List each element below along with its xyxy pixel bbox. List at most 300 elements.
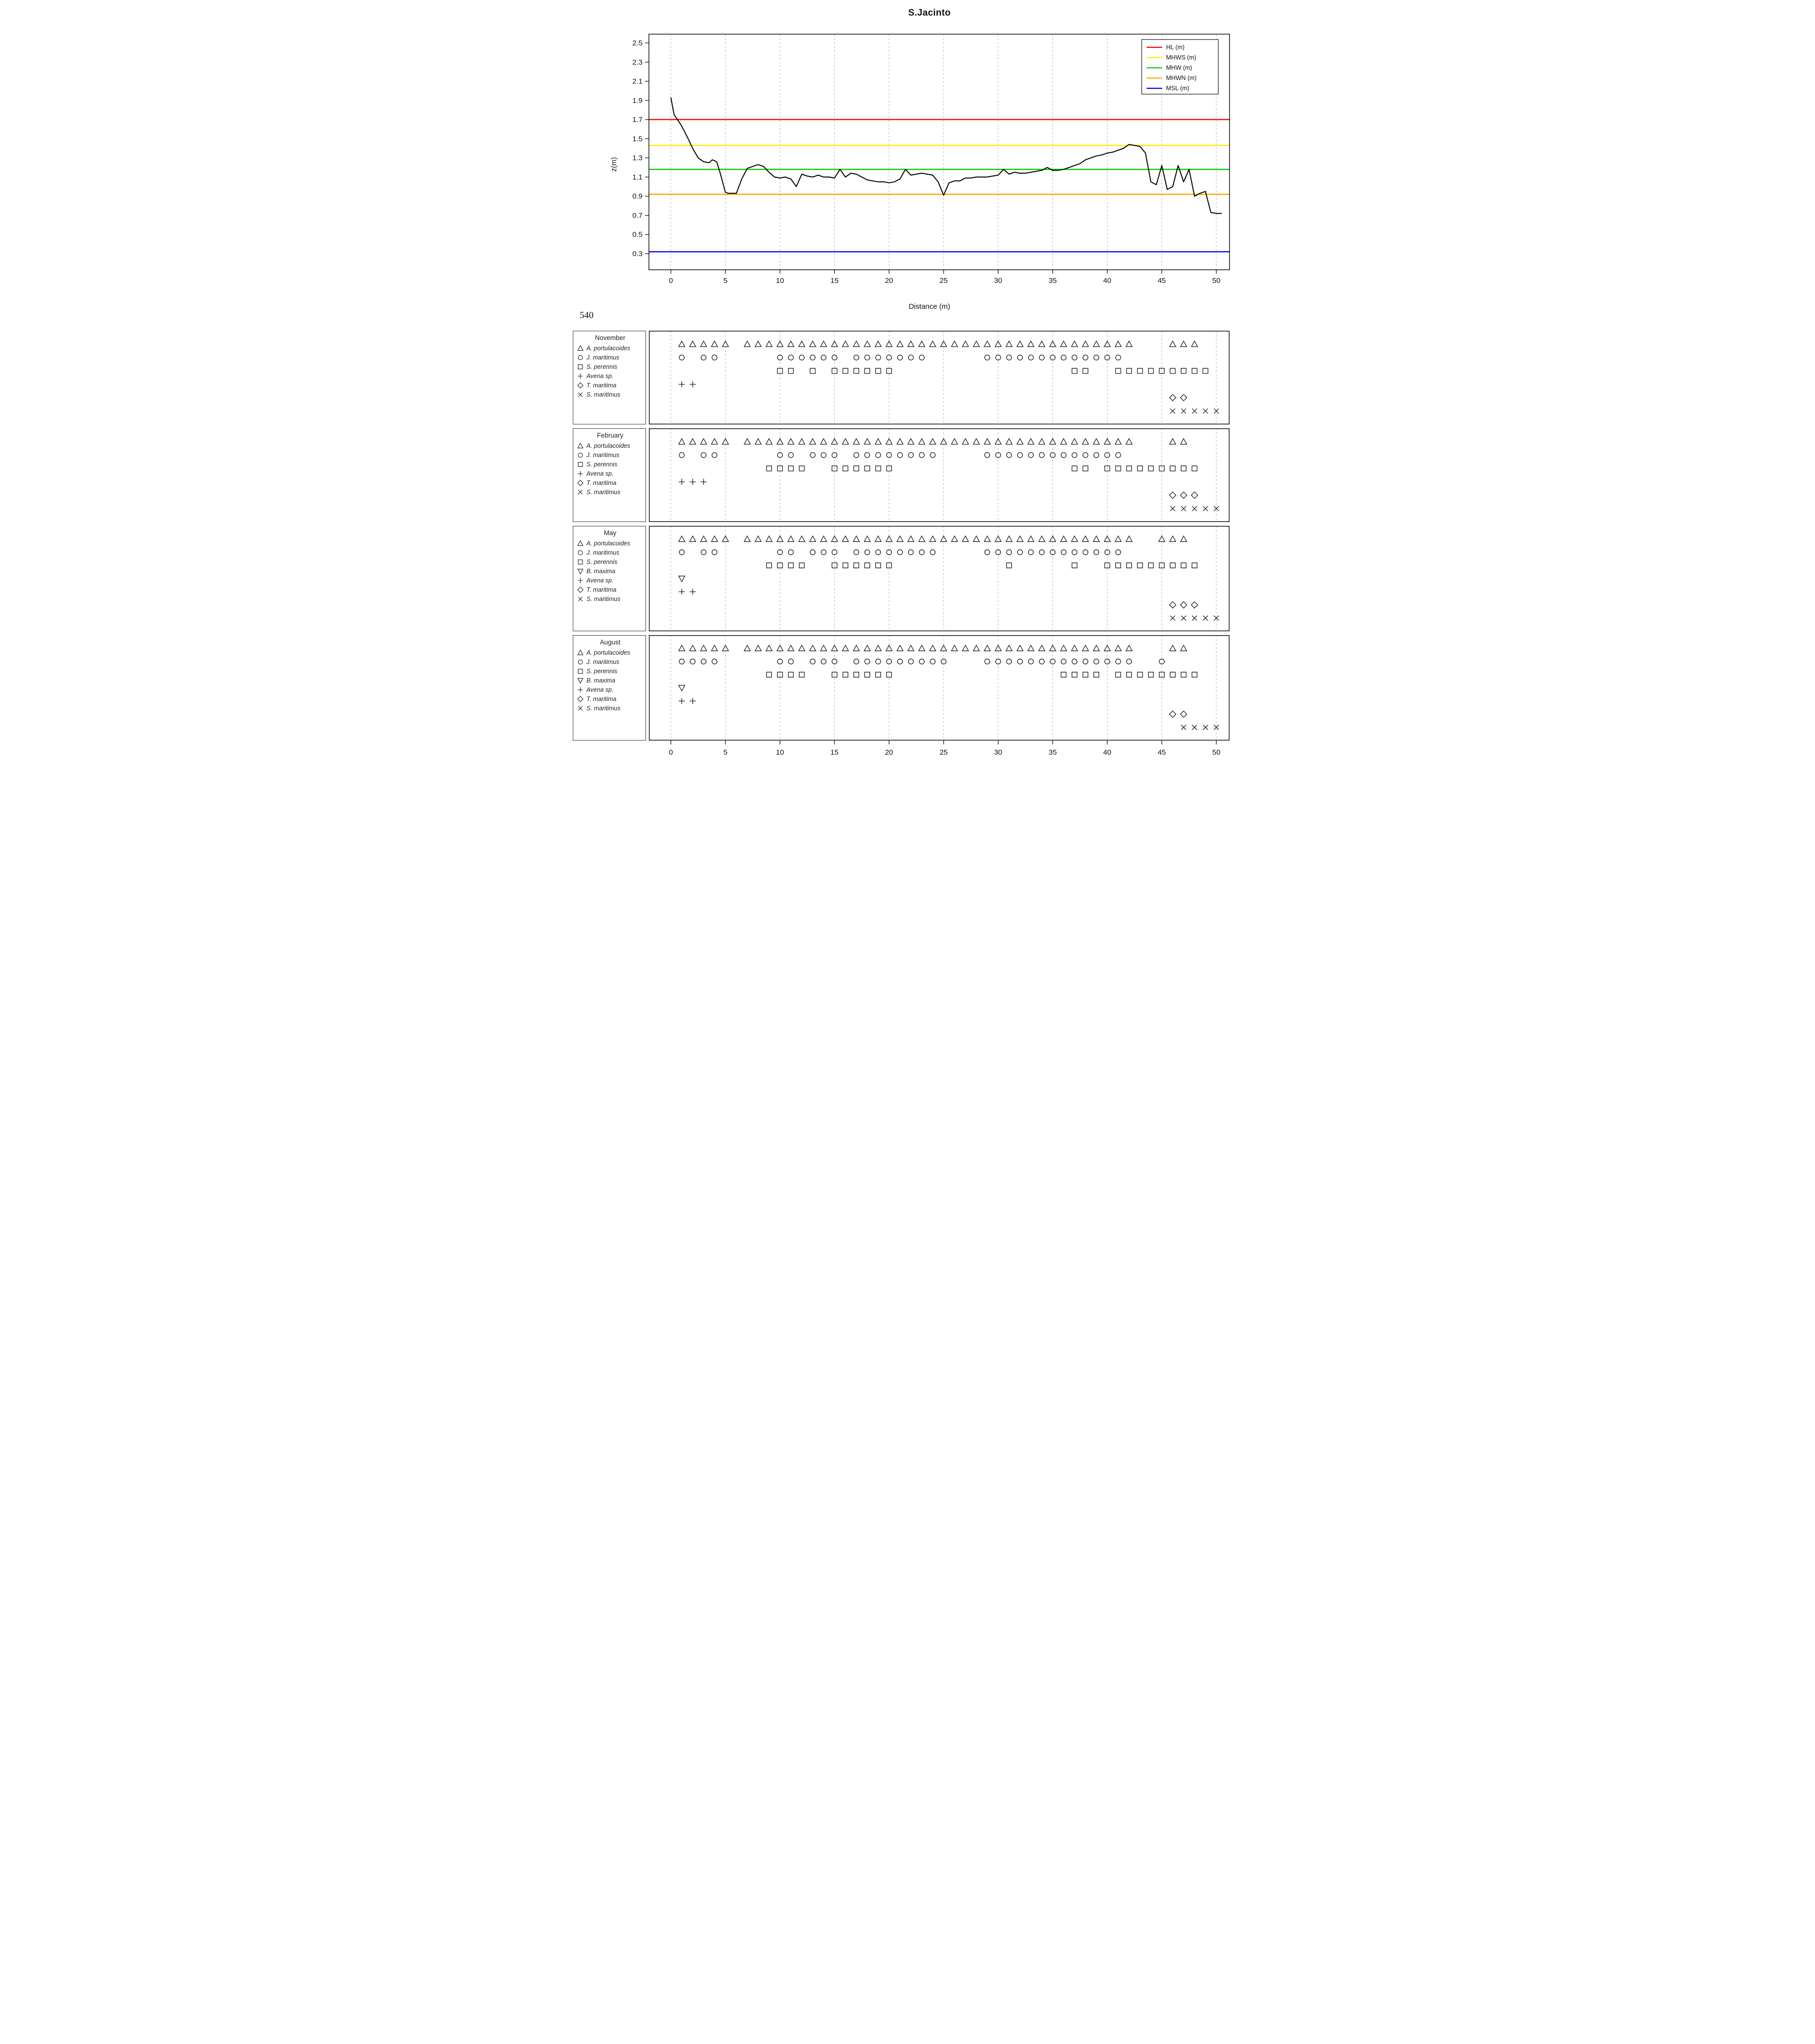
legend-item bbox=[576, 441, 644, 450]
diamond-icon bbox=[576, 586, 585, 594]
symbol-triangle-up bbox=[1017, 536, 1023, 542]
panel-plot-august bbox=[649, 635, 1230, 741]
symbol-circle bbox=[897, 659, 902, 664]
species-name: Avena sp. bbox=[586, 577, 614, 584]
symbol-triangle-up bbox=[1028, 439, 1034, 444]
symbol-diamond bbox=[1180, 395, 1187, 401]
symbol-triangle-up bbox=[788, 341, 794, 347]
symbol-square bbox=[1181, 466, 1186, 471]
symbol-circle bbox=[1072, 550, 1077, 555]
x-tick-label: 35 bbox=[1049, 748, 1057, 757]
symbol-triangle-up bbox=[875, 341, 882, 347]
symbol-triangle-up bbox=[809, 439, 816, 444]
symbol-triangle-up bbox=[875, 439, 882, 444]
cross-icon bbox=[576, 704, 585, 712]
symbol-circle bbox=[1007, 659, 1011, 664]
legend-item bbox=[576, 539, 644, 548]
symbol-circle bbox=[679, 355, 684, 360]
y-tick-label: 1.3 bbox=[632, 154, 643, 162]
y-tick-label: 1.5 bbox=[632, 135, 643, 143]
symbol-square bbox=[854, 368, 859, 373]
symbol-triangle-up bbox=[864, 439, 870, 444]
panel-plot-february bbox=[649, 428, 1230, 522]
symbol-triangle-up bbox=[1028, 341, 1034, 347]
symbol-triangle-up bbox=[875, 645, 882, 651]
symbol-circle bbox=[1072, 659, 1077, 664]
symbol-plus bbox=[689, 589, 696, 595]
symbol-circle bbox=[897, 453, 902, 458]
symbol-triangle-up bbox=[799, 341, 805, 347]
symbol-cross bbox=[578, 490, 583, 494]
symbol-triangle-down bbox=[578, 678, 583, 683]
x-tick-label: 0 bbox=[668, 277, 673, 285]
x-tick-label: 30 bbox=[994, 748, 1003, 757]
symbol-triangle-up bbox=[929, 341, 936, 347]
diamond-icon bbox=[576, 381, 585, 389]
symbol-circle bbox=[908, 659, 913, 664]
symbol-triangle-up bbox=[1126, 645, 1132, 651]
symbol-circle bbox=[908, 550, 913, 555]
legend-item bbox=[576, 694, 644, 703]
symbol-triangle-up bbox=[744, 645, 750, 651]
species-name: Avena sp. bbox=[586, 470, 614, 477]
symbol-triangle-up bbox=[951, 439, 958, 444]
symbol-square bbox=[843, 466, 848, 471]
symbol-triangle-up bbox=[809, 341, 816, 347]
symbol-triangle-down bbox=[578, 569, 583, 574]
symbol-cross bbox=[1192, 506, 1197, 511]
panel-border bbox=[649, 526, 1230, 631]
species-panel-november bbox=[573, 331, 1230, 424]
symbol-circle bbox=[1017, 355, 1022, 360]
circle-icon bbox=[576, 451, 585, 459]
symbol-triangle-up bbox=[766, 439, 772, 444]
symbol-square bbox=[1170, 368, 1175, 373]
species-name: S. maritimus bbox=[586, 595, 621, 602]
symbol-square bbox=[1149, 563, 1153, 568]
symbol-square bbox=[1192, 368, 1197, 373]
symbol-circle bbox=[854, 453, 859, 458]
symbol-square bbox=[766, 466, 771, 471]
symbol-triangle-up bbox=[1181, 439, 1187, 444]
y-tick-label: 0.3 bbox=[632, 249, 643, 258]
symbol-plus bbox=[679, 589, 685, 595]
symbol-triangle-up bbox=[1006, 439, 1012, 444]
symbol-circle bbox=[897, 550, 902, 555]
symbol-square bbox=[1072, 466, 1077, 471]
elevation-profile-chart bbox=[615, 32, 1244, 293]
symbol-triangle-up bbox=[1039, 645, 1045, 651]
symbol-triangle-up bbox=[919, 341, 925, 347]
symbol-triangle-up bbox=[908, 439, 914, 444]
symbol-circle bbox=[1072, 355, 1077, 360]
symbol-triangle-up bbox=[984, 536, 990, 542]
symbol-triangle-up bbox=[701, 645, 707, 651]
symbol-square bbox=[1116, 368, 1121, 373]
symbol-circle bbox=[821, 659, 826, 664]
symbol-square bbox=[1192, 563, 1197, 568]
panel-legend bbox=[573, 635, 646, 741]
symbol-diamond bbox=[1180, 711, 1187, 717]
symbol-circle bbox=[679, 453, 684, 458]
symbol-circle bbox=[1028, 453, 1033, 458]
symbol-cross bbox=[1181, 409, 1186, 414]
symbol-plus bbox=[679, 381, 685, 387]
symbol-circle bbox=[1116, 355, 1121, 360]
symbol-triangle-up bbox=[788, 536, 794, 542]
symbol-triangle-up bbox=[864, 341, 870, 347]
symbol-triangle-up bbox=[951, 645, 958, 651]
symbol-circle bbox=[679, 659, 684, 664]
symbol-square bbox=[1137, 466, 1142, 471]
symbol-triangle-up bbox=[951, 341, 958, 347]
symbol-triangle-up bbox=[1028, 536, 1034, 542]
y-tick-label: 2.5 bbox=[632, 39, 643, 47]
symbol-triangle-up bbox=[1039, 341, 1045, 347]
symbol-circle bbox=[1039, 453, 1044, 458]
triangle-down-icon bbox=[576, 677, 585, 684]
symbol-triangle-up bbox=[711, 341, 718, 347]
symbol-circle bbox=[919, 659, 924, 664]
symbol-triangle-up bbox=[842, 439, 848, 444]
x-tick-label: 15 bbox=[830, 277, 839, 285]
circle-icon bbox=[576, 354, 585, 361]
species-name: J. maritimus bbox=[586, 658, 620, 665]
symbol-triangle-up bbox=[1006, 645, 1012, 651]
symbol-square bbox=[578, 560, 583, 564]
figure-page bbox=[566, 0, 1249, 771]
symbol-square bbox=[1170, 466, 1175, 471]
symbol-triangle-up bbox=[973, 439, 980, 444]
symbol-cross bbox=[1170, 409, 1175, 414]
symbol-circle bbox=[578, 453, 583, 457]
symbol-square bbox=[1116, 466, 1121, 471]
symbol-square bbox=[578, 462, 583, 466]
symbol-circle bbox=[1061, 659, 1066, 664]
species-name: A. portulacoides bbox=[586, 442, 630, 449]
symbol-circle bbox=[712, 550, 717, 555]
species-name: S. perennis bbox=[586, 558, 618, 565]
symbol-triangle-up bbox=[1061, 645, 1067, 651]
symbol-square bbox=[876, 563, 881, 568]
legend-item bbox=[576, 648, 644, 657]
symbol-triangle-up bbox=[788, 645, 794, 651]
symbol-triangle-up bbox=[744, 341, 750, 347]
symbol-triangle-up bbox=[766, 341, 772, 347]
plus-icon bbox=[576, 577, 585, 584]
diamond-icon bbox=[576, 695, 585, 703]
symbol-triangle-up bbox=[984, 439, 990, 444]
species-name: T. maritima bbox=[586, 695, 617, 702]
symbol-triangle-up bbox=[973, 645, 980, 651]
symbol-circle bbox=[854, 355, 859, 360]
symbol-cross bbox=[1181, 616, 1186, 621]
symbol-triangle-up bbox=[1093, 536, 1100, 542]
symbol-diamond bbox=[1170, 711, 1176, 717]
x-tick-label: 0 bbox=[668, 748, 673, 757]
legend-item bbox=[576, 557, 644, 566]
x-tick-label: 50 bbox=[1212, 277, 1221, 285]
legend-item bbox=[576, 594, 644, 603]
cross-icon bbox=[576, 391, 585, 399]
panel-border bbox=[649, 429, 1230, 522]
symbol-triangle-up bbox=[897, 439, 903, 444]
symbol-triangle-up bbox=[1082, 341, 1089, 347]
symbol-diamond bbox=[578, 587, 583, 592]
species-name: J. maritimus bbox=[586, 354, 620, 361]
y-tick-label: 0.5 bbox=[632, 230, 643, 239]
profile-plot-svg bbox=[615, 32, 1244, 290]
symbol-circle bbox=[1007, 550, 1011, 555]
symbol-triangle-up bbox=[1115, 645, 1121, 651]
symbol-circle bbox=[1083, 355, 1088, 360]
symbol-triangle-up bbox=[897, 645, 903, 651]
symbol-triangle-up bbox=[1093, 439, 1100, 444]
symbol-circle bbox=[1039, 659, 1044, 664]
symbol-plus bbox=[689, 698, 696, 704]
symbol-cross bbox=[1181, 725, 1186, 730]
symbol-circle bbox=[908, 355, 913, 360]
x-tick-label: 25 bbox=[939, 277, 948, 285]
symbol-circle bbox=[1083, 550, 1088, 555]
symbol-square bbox=[799, 672, 804, 677]
triangle-up-icon bbox=[576, 540, 585, 547]
symbol-diamond bbox=[1170, 395, 1176, 401]
legend-item bbox=[576, 371, 644, 381]
symbol-plus bbox=[679, 479, 685, 485]
symbol-triangle-up bbox=[1017, 439, 1023, 444]
symbol-circle bbox=[1028, 355, 1033, 360]
symbol-triangle-up bbox=[1061, 536, 1067, 542]
symbol-square bbox=[843, 672, 848, 677]
symbol-diamond bbox=[1170, 601, 1176, 608]
x-tick-label: 25 bbox=[939, 748, 948, 757]
panel-legend bbox=[573, 526, 646, 631]
symbol-circle bbox=[985, 550, 989, 555]
symbol-triangle-up bbox=[1126, 341, 1132, 347]
symbol-circle bbox=[854, 659, 859, 664]
symbol-triangle-up bbox=[1028, 645, 1034, 651]
legend-item bbox=[576, 666, 644, 676]
symbol-circle bbox=[1083, 453, 1088, 458]
symbol-square bbox=[876, 672, 881, 677]
x-tick-label: 45 bbox=[1157, 277, 1166, 285]
symbol-square bbox=[1137, 672, 1142, 677]
x-tick-label: 5 bbox=[723, 748, 727, 757]
symbol-triangle-up bbox=[1181, 341, 1187, 347]
symbol-triangle-up bbox=[1006, 536, 1012, 542]
symbol-triangle-up bbox=[689, 536, 696, 542]
symbol-square bbox=[788, 672, 793, 677]
symbol-square bbox=[854, 563, 859, 568]
cross-icon bbox=[576, 595, 585, 603]
legend-item bbox=[576, 566, 644, 576]
symbol-plus bbox=[578, 471, 583, 476]
symbol-diamond bbox=[1180, 492, 1187, 499]
symbol-triangle-up bbox=[689, 439, 696, 444]
symbol-triangle-up bbox=[755, 536, 762, 542]
species-name: A. portulacoides bbox=[586, 344, 630, 352]
y-tick-label: 0.7 bbox=[632, 211, 643, 220]
triangle-up-icon bbox=[576, 649, 585, 657]
symbol-circle bbox=[865, 453, 869, 458]
symbol-square bbox=[1127, 672, 1131, 677]
panel-month-label: August bbox=[600, 639, 621, 646]
species-name: T. maritima bbox=[586, 479, 617, 486]
symbol-diamond bbox=[578, 480, 583, 485]
symbol-diamond bbox=[1191, 492, 1198, 499]
symbol-triangle-up bbox=[578, 443, 583, 448]
symbol-circle bbox=[821, 550, 826, 555]
symbol-triangle-up bbox=[578, 345, 583, 350]
symbol-triangle-up bbox=[951, 536, 958, 542]
symbol-triangle-up bbox=[821, 645, 827, 651]
symbol-square bbox=[1127, 368, 1131, 373]
symbol-triangle-up bbox=[984, 645, 990, 651]
symbol-triangle-up bbox=[755, 439, 762, 444]
x-axis-label: Distance (m) bbox=[908, 302, 950, 311]
y-tick-label: 1.9 bbox=[632, 96, 643, 105]
symbol-triangle-up bbox=[701, 341, 707, 347]
symbol-square bbox=[1170, 563, 1175, 568]
panel-border bbox=[649, 636, 1230, 741]
figure-title: S.Jacinto bbox=[908, 8, 951, 18]
symbol-circle bbox=[701, 355, 706, 360]
symbol-circle bbox=[1028, 550, 1033, 555]
symbol-circle bbox=[578, 660, 583, 664]
symbol-triangle-up bbox=[864, 645, 870, 651]
symbol-square bbox=[1127, 466, 1131, 471]
symbol-triangle-up bbox=[1017, 341, 1023, 347]
symbol-plus bbox=[578, 687, 583, 692]
symbol-triangle-up bbox=[1039, 536, 1045, 542]
symbol-triangle-up bbox=[984, 341, 990, 347]
symbol-square bbox=[578, 669, 583, 673]
symbol-circle bbox=[799, 355, 804, 360]
manuscript-line-number: 540 bbox=[580, 310, 594, 321]
symbol-circle bbox=[1017, 550, 1022, 555]
symbol-triangle-up bbox=[1093, 645, 1100, 651]
symbol-cross bbox=[578, 597, 583, 601]
symbol-square bbox=[1072, 368, 1077, 373]
symbol-triangle-up bbox=[929, 645, 936, 651]
symbol-circle bbox=[690, 659, 695, 664]
symbol-square bbox=[810, 368, 815, 373]
x-tick-label: 40 bbox=[1103, 748, 1111, 757]
x-tick-label: 20 bbox=[885, 748, 893, 757]
symbol-diamond bbox=[1180, 601, 1187, 608]
symbol-triangle-up bbox=[711, 536, 718, 542]
symbol-circle bbox=[578, 550, 583, 555]
diamond-icon bbox=[576, 479, 585, 487]
symbol-square bbox=[865, 563, 869, 568]
symbol-square bbox=[1181, 563, 1186, 568]
symbol-triangle-up bbox=[864, 536, 870, 542]
legend-item bbox=[576, 685, 644, 694]
legend-item bbox=[576, 487, 644, 497]
panel-month-label: May bbox=[604, 529, 617, 537]
symbol-triangle-up bbox=[962, 645, 968, 651]
symbol-circle bbox=[1127, 659, 1131, 664]
legend-item bbox=[576, 478, 644, 487]
symbol-square bbox=[1203, 368, 1208, 373]
symbol-triangle-up bbox=[1115, 439, 1121, 444]
legend-item bbox=[576, 703, 644, 713]
symbol-circle bbox=[1061, 453, 1066, 458]
species-name: S. maritimus bbox=[586, 391, 621, 398]
symbol-triangle-up bbox=[1093, 341, 1100, 347]
x-tick-label: 45 bbox=[1157, 748, 1166, 757]
symbol-circle bbox=[1116, 550, 1121, 555]
symbol-cross bbox=[1170, 506, 1175, 511]
symbol-triangle-up bbox=[1191, 341, 1198, 347]
symbol-circle bbox=[865, 550, 869, 555]
symbol-circle bbox=[985, 659, 989, 664]
symbol-triangle-up bbox=[744, 536, 750, 542]
symbol-triangle-up bbox=[919, 645, 925, 651]
symbol-square bbox=[766, 563, 771, 568]
legend-item bbox=[576, 450, 644, 460]
symbol-triangle-up bbox=[919, 536, 925, 542]
y-axis-label: z(m) bbox=[610, 157, 618, 172]
symbol-circle bbox=[919, 355, 924, 360]
symbol-triangle-up bbox=[679, 645, 685, 651]
y-tick-label: 2.1 bbox=[632, 77, 643, 86]
symbol-triangle-up bbox=[1071, 645, 1078, 651]
symbol-cross bbox=[1192, 616, 1197, 621]
symbol-triangle-up bbox=[799, 439, 805, 444]
symbol-circle bbox=[865, 355, 869, 360]
symbol-triangle-up bbox=[1170, 645, 1176, 651]
legend-entry-label: MHW (m) bbox=[1166, 64, 1192, 71]
symbol-circle bbox=[810, 355, 815, 360]
symbol-cross bbox=[1203, 506, 1208, 511]
symbol-circle bbox=[701, 453, 706, 458]
symbol-triangle-up bbox=[821, 536, 827, 542]
x-tick-label: 30 bbox=[994, 277, 1003, 285]
symbol-diamond bbox=[578, 382, 583, 388]
symbol-circle bbox=[930, 453, 935, 458]
symbol-triangle-up bbox=[809, 536, 816, 542]
symbol-triangle-up bbox=[701, 439, 707, 444]
symbol-circle bbox=[788, 550, 793, 555]
symbol-triangle-up bbox=[973, 536, 980, 542]
species-panel-february bbox=[573, 428, 1230, 522]
legend-entry-label: MHWS (m) bbox=[1166, 54, 1196, 61]
symbol-circle bbox=[712, 355, 717, 360]
symbol-triangle-up bbox=[711, 439, 718, 444]
symbol-triangle-up bbox=[1071, 439, 1078, 444]
symbol-triangle-up bbox=[853, 439, 860, 444]
symbol-square bbox=[1149, 672, 1153, 677]
species-name: J. maritimus bbox=[586, 451, 620, 459]
symbol-triangle-up bbox=[755, 645, 762, 651]
symbol-circle bbox=[821, 355, 826, 360]
species-panel-may bbox=[573, 526, 1230, 631]
symbol-triangle-up bbox=[1071, 341, 1078, 347]
symbol-triangle-up bbox=[1115, 341, 1121, 347]
symbol-triangle-down bbox=[679, 685, 685, 691]
panel-month-label: February bbox=[597, 432, 624, 439]
symbol-circle bbox=[1039, 550, 1044, 555]
bottom-x-axis bbox=[649, 741, 1230, 763]
cross-icon bbox=[576, 488, 585, 496]
species-name: S. perennis bbox=[586, 667, 618, 675]
symbol-circle bbox=[679, 550, 684, 555]
symbol-square bbox=[1094, 672, 1099, 677]
square-icon bbox=[576, 363, 585, 371]
legend-item bbox=[576, 390, 644, 399]
